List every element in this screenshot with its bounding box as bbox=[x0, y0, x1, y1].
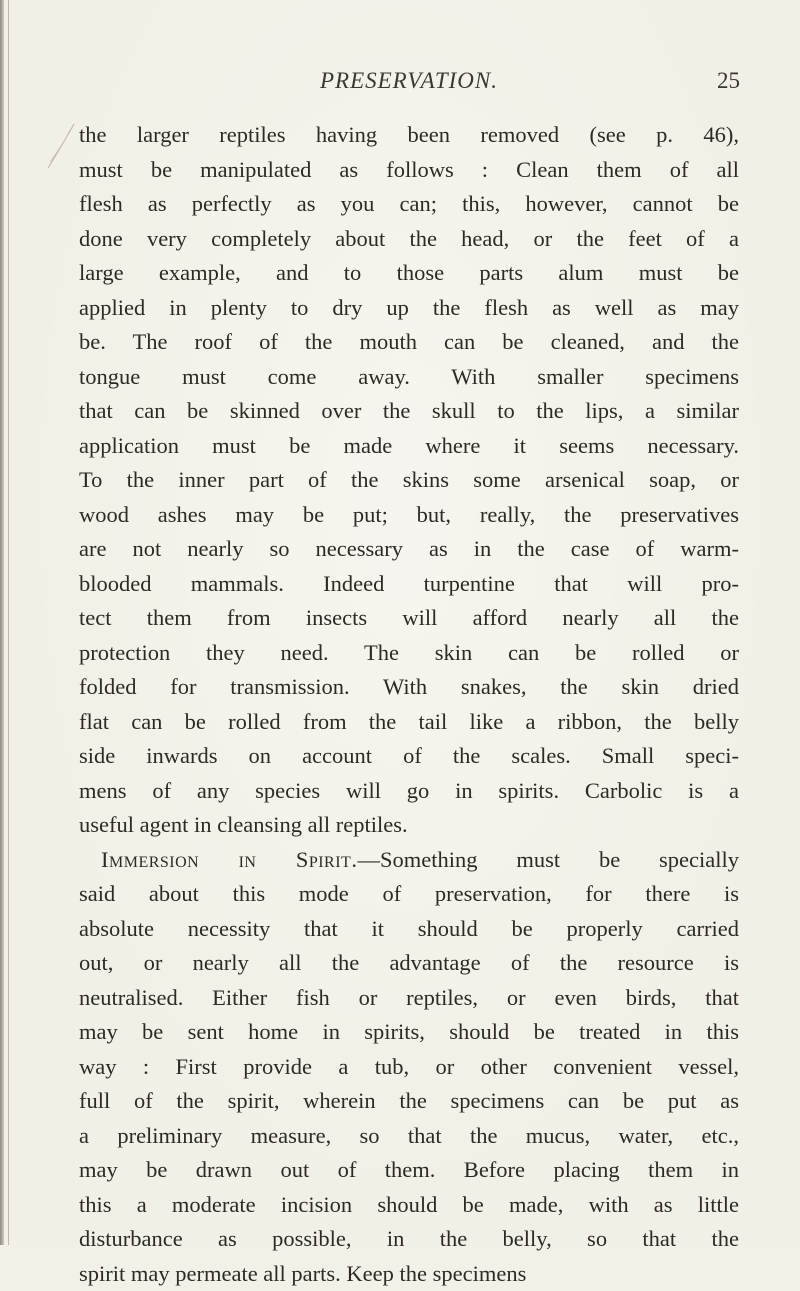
text-line: tect them from insects will afford nearly all the bbox=[79, 601, 739, 636]
text-line: may be sent home in spirits, should be treated in this bbox=[79, 1015, 739, 1050]
text-line: folded for transmission. With snakes, the skin dried bbox=[79, 670, 739, 705]
text-line: full of the spirit, wherein the specimens can be put as bbox=[79, 1084, 739, 1119]
text-line: protection they need. The skin can be rolled or bbox=[79, 636, 739, 671]
text-line: a preliminary measure, so that the mucus, water, etc., bbox=[79, 1119, 739, 1154]
running-header bbox=[78, 68, 740, 96]
body-text bbox=[79, 118, 739, 1291]
text-line: way : First provide a tub, or other convenient vessel, bbox=[79, 1050, 739, 1085]
text-line: wood ashes may be put; but, really, the preservatives bbox=[79, 498, 739, 533]
text-line: are not nearly so necessary as in the case of warm- bbox=[79, 532, 739, 567]
page-number: 25 bbox=[717, 68, 740, 94]
text-line: this a moderate incision should be made, with as little bbox=[79, 1188, 739, 1223]
text-line: neutralised. Either fish or reptiles, or even birds, that bbox=[79, 981, 739, 1016]
text-line: be. The roof of the mouth can be cleaned, and the bbox=[79, 325, 739, 360]
text-line: application must be made where it seems necessary. bbox=[79, 429, 739, 464]
text-line: blooded mammals. Indeed turpentine that will pro- bbox=[79, 567, 739, 602]
text-line: mens of any species will go in spirits. Carbolic is a bbox=[79, 774, 739, 809]
text-line: flesh as perfectly as you can; this, however, cannot be bbox=[79, 187, 739, 222]
text-line: may be drawn out of them. Before placing them in bbox=[79, 1153, 739, 1188]
text-line: spirit may permeate all parts. Keep the specimens bbox=[79, 1257, 739, 1291]
text-line: tongue must come away. With smaller specimens bbox=[79, 360, 739, 395]
text-line: must be manipulated as follows : Clean them of all bbox=[79, 153, 739, 188]
text-line: that can be skinned over the skull to the lips, a similar bbox=[79, 394, 739, 429]
running-title: PRESERVATION. bbox=[78, 68, 740, 94]
text-line: large example, and to those parts alum must be bbox=[79, 256, 739, 291]
text-line: done very completely about the head, or the feet of a bbox=[79, 222, 739, 257]
text-line: side inwards on account of the scales. Small speci- bbox=[79, 739, 739, 774]
page-gutter-shadow bbox=[0, 0, 4, 1245]
text-line: the larger reptiles having been removed (see p. 46), bbox=[79, 118, 739, 153]
section-heading: Immersion in Spirit. bbox=[101, 847, 357, 872]
text-line: To the inner part of the skins some arsenical soap, or bbox=[79, 463, 739, 498]
section-first-line bbox=[79, 843, 739, 878]
pencil-mark bbox=[40, 120, 80, 200]
text-line: absolute necessity that it should be properly carried bbox=[79, 912, 739, 947]
section-first-line-text: —Something must be specially bbox=[357, 847, 739, 872]
text-line: said about this mode of preservation, for there is bbox=[79, 877, 739, 912]
text-line: flat can be rolled from the tail like a ribbon, the belly bbox=[79, 705, 739, 740]
text-line: useful agent in cleansing all reptiles. bbox=[79, 808, 739, 843]
page-gutter-rule bbox=[8, 0, 9, 1245]
text-line: applied in plenty to dry up the flesh as well as may bbox=[79, 291, 739, 326]
text-line: out, or nearly all the advantage of the resource is bbox=[79, 946, 739, 981]
text-line: disturbance as possible, in the belly, so that the bbox=[79, 1222, 739, 1257]
